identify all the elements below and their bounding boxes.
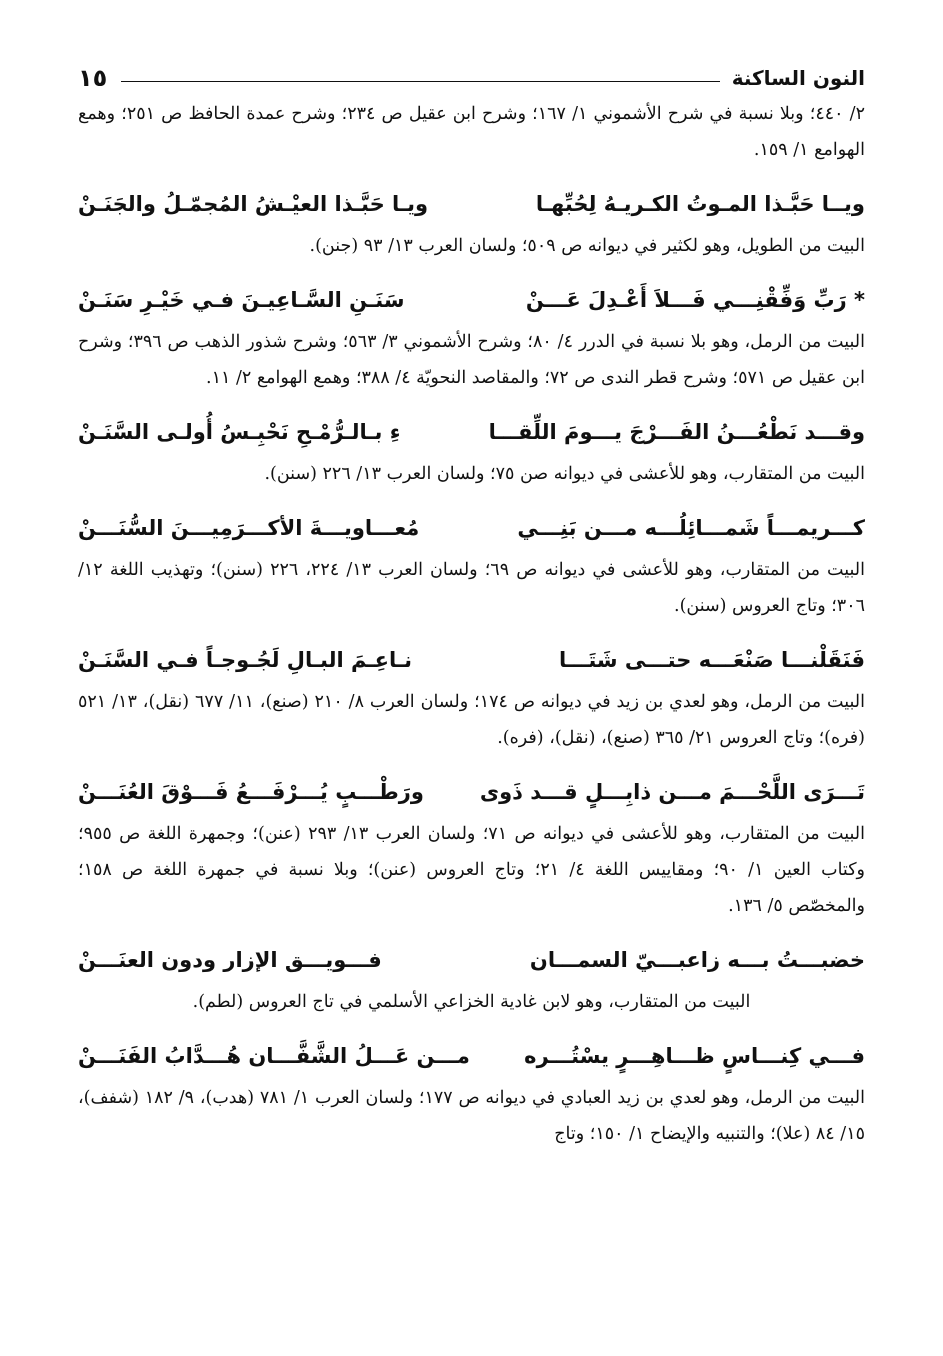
page-number: ١٥: [78, 64, 108, 92]
verse-line: [78, 1034, 865, 1078]
header-rule: [121, 81, 719, 82]
citation-paragraph: ٢/ ٤٤٠؛ وبلا نسبة في شرح الأشموني ١/ ١٦٧؛ وشرح ابن عقيل ص ٢٣٤؛ وشرح عمدة الحافظ ص ٢٥١؛ وهمع الهوامع ١/ ١٥٩.: [78, 104, 865, 160]
verse-second-hemistich: نـاعِـمَ البـالِ لَجُـوجـاً فـي السَّنَـنْ: [78, 648, 412, 672]
citation-paragraph: البيت من الرمل، وهو لعدي بن زيد في ديوانه ص ١٧٤؛ ولسان العرب ٨/ ٢١٠ (صنع)، ١١/ ٦٧٧ (نقل)، ١٣/ ٥٢١ (فره)؛ وتاج العروس ٢١/ ٣٦٥ (صنع)، (نقل)، (فره).: [78, 692, 866, 748]
verse-second-hemistich: ءِ بـالـرُّمْـحِ نَحْبِـسُ أُولـى السَّنَـنْ: [78, 420, 401, 444]
citation-paragraph: البيت من الرمل، وهو لعدي بن زيد العبادي في ديوانه ص ١٧٧؛ ولسان العرب ١/ ٧٨١ (هدب)، ٩/ ١٨٢ (شفف)، ١٥/ ٨٤ (علا)؛ والتنبيه والإيضاح ١/ ١٥٠؛ وتاج: [78, 1088, 865, 1144]
verse-line: [78, 506, 865, 550]
verse-line: [78, 410, 865, 454]
verse-second-hemistich: ورَطْـــبٍ يُـــرْفَـــعُ فَـــوْقَ العُنَـــنْ: [78, 780, 424, 804]
citation-paragraph: البيت من المتقارب، وهو لابن غادية الخزاعي الأسلمي في تاج العروس (لطم).: [192, 992, 751, 1012]
verse-first-hemistich: * رَبِّ وَفِّقْنِـــي فَـــلاَ أَعْـدِلَ عَـــنْ: [525, 288, 865, 312]
verse-second-hemistich: سَنَـنِ السَّـاعِيـنَ فـي خَيْـرِ سَنَـنْ: [78, 288, 405, 312]
verse-line: [78, 278, 865, 322]
verse-first-hemistich: كـــريمـــاً شَمـــائِلُـــه مـــن بَنِـــي: [517, 516, 865, 540]
citation-paragraph: البيت من المتقارب، وهو للأعشى في ديوانه ص ٧١؛ ولسان العرب ١٣/ ٢٩٣ (عنن)؛ وجمهرة اللغة ص ٩٥٥؛ وكتاب العين ١/ ٩٠؛ ومقاييس اللغة ٤/ ٢١؛ وتاج العروس (عنن)؛ وبلا نسبة في جمهرة اللغة ص ١٥٨؛ والمخصّص ٥/ ١٣٦.: [78, 824, 865, 916]
verse-second-hemistich: فـــويـــق الإزار ودون العنَـــنْ: [78, 948, 382, 972]
citation-paragraph: البيت من المتقارب، وهو للأعشى في ديوانه صن ٧٥؛ ولسان العرب ١٣/ ٢٢٦ (سنن).: [264, 464, 865, 484]
citation-paragraph: البيت من المتقارب، وهو للأعشى في ديوانه ص ٦٩؛ ولسان العرب ١٣/ ٢٢٤، ٢٢٦ (سنن)؛ وتهذيب اللغة ١٢/ ٣٠٦؛ وتاج العروس (سنن).: [78, 560, 865, 616]
verse-line: [78, 638, 865, 682]
verse-first-hemistich: فـــي كِنـــاسٍ ظـــاهِـــرٍ يسْتُـــره: [524, 1044, 865, 1068]
verse-line: [78, 770, 865, 814]
citation-paragraph: البيت من الطويل، وهو لكثير في ديوانه ص ٥٠٩؛ ولسان العرب ١٣/ ٩٣ (جنن).: [309, 236, 865, 256]
verse-line: [78, 182, 865, 226]
verse-first-hemistich: ويــا حَبَّـذا المـوتُ الكـريـهُ لِحُبِّهـا: [535, 192, 865, 216]
verse-first-hemistich: وقـــد نَطْعُـــنُ الفَـــرْجَ يـــومَ اللِّقـــا: [488, 420, 865, 444]
verse-second-hemistich: مُعـــاويـــةَ الأكـــرَمِيـــنَ السُّنَـــنْ: [78, 516, 420, 540]
running-header: [78, 52, 865, 92]
citation-paragraph: البيت من الرمل، وهو بلا نسبة في الدرر ٤/ ٨٠؛ وشرح الأشموني ٣/ ٥٦٣؛ وشرح شذور الذهب ص ٣٩٦؛ وشرح ابن عقيل ص ٥٧١؛ وشرح قطر الندى ص ٧٢؛ والمقاصد النحويّة ٤/ ٣٨٨؛ وهمع الهوامع ٢/ ١١.: [78, 332, 865, 388]
chapter-title: النون الساكنة: [731, 66, 865, 90]
verse-second-hemistich: ويـا حَبَّـذا العيْـشُ المُجمّـلُ والجَنَـنْ: [78, 192, 429, 216]
document-page: [78, 52, 865, 1152]
verse-first-hemistich: خضبـــتُ بـــه زاعبـــيّ السمـــان: [529, 948, 865, 972]
verse-first-hemistich: تَـــرَى اللَّحْـــمَ مـــن ذابِـــلٍ قـــد ذَوى: [479, 780, 865, 804]
verse-line: [78, 938, 865, 982]
verse-first-hemistich: فَنَقَلْنـــا صَنْعَـــه حتـــى شَتَـــا: [558, 648, 865, 672]
verse-second-hemistich: مـــن عَـــلُ الشَّفَّـــان هُـــدَّابُ الفَنَـــنْ: [78, 1044, 470, 1068]
